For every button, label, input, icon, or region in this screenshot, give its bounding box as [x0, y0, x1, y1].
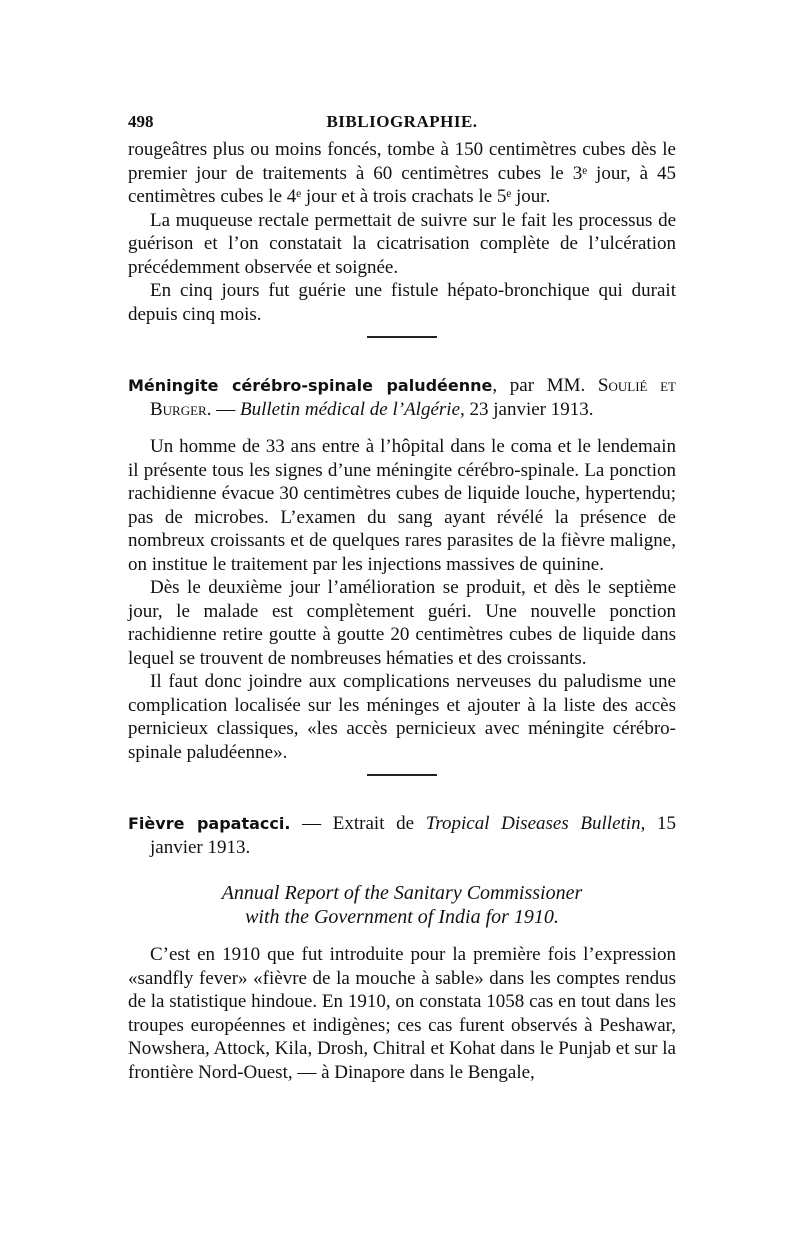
entry-2-dash: — Extrait de [290, 813, 426, 834]
running-title: BIBLIOGRAPHIE. [326, 112, 478, 131]
entry-2-subtitle [128, 881, 676, 929]
section-divider-2 [367, 774, 437, 776]
page-header [128, 112, 676, 138]
entry-1-paragraph-1: Un homme de 33 ans entre à l’hôpital dans le coma et le lendemain il présente tous les signes d’une méningite cérébro-spinale. La ponction rachidienne évacue 30 centimètres cubes de liquide louche, hypertendu; pas de microbes. L’examen du sang ayant révélé la présence de nombreux croissants et de quelques rares parasites de la fièvre maligne, on institue le traitement par les injections massives de quinine. [128, 436, 676, 575]
entry-2-journal: Tropical Diseases Bulletin, [425, 813, 646, 834]
entry-1-date: 23 janvier 1913. [464, 398, 594, 420]
entry-1-journal: Bulletin médical de l’Algérie, [239, 398, 465, 420]
entry-1-title: Méningite cérébro-spinale paludéenne [128, 376, 493, 395]
entry-1-paragraph-3: Il faut donc joindre aux complications nerveuses du paludisme une complication localisée sur les méninges et ajouter à la liste des accès pernicieux classiques, «les accès pernicieux avec méningite cérébro-spinale paludéenne». [128, 671, 676, 763]
entry-2-title: Fièvre papatacci. [128, 814, 291, 833]
intro-paragraph-2: La muqueuse rectale permettait de suivre sur le fait les processus de guérison et l’on constatait la cicatrisation complète de l’ulcération précédemment observée et soignée. [128, 209, 676, 278]
entry-2-subtitle-line-2: with the Government of India for 1910. [245, 906, 559, 928]
document-page [128, 112, 676, 1084]
intro-paragraph-3: En cinq jours fut guérie une fistule hépato-bronchique qui durait depuis cinq mois. [128, 280, 676, 325]
section-divider [367, 336, 437, 338]
entry-1-heading [128, 374, 676, 421]
entry-1-authors: Soulié et Burger. [150, 375, 676, 420]
intro-paragraph-1: rougeâtres plus ou moins foncés, tombe à 150 centimètres cubes dès le premier jour de traitements à 60 centimètres cubes le 3ᵉ jour, à 45 centimètres cubes le 4ᵉ jour et à trois crachats le 5ᵉ jour. [128, 139, 676, 207]
page-number: 498 [128, 112, 154, 131]
entry-1-paragraph-2: Dès le deuxième jour l’amélioration se produit, et dès le septième jour, le malade est complètement guéri. Une nouvelle ponction rachidienne retire goutte à goutte 20 centimètres cubes de liquide dans lequel se trouvent de nombreuses hématies et des croissants. [128, 577, 676, 669]
entry-2-subtitle-line-1: Annual Report of the Sanitary Commissioner [221, 882, 583, 904]
entry-2-date: 15 janvier 1913. [150, 813, 677, 858]
entry-2-heading [128, 812, 676, 859]
entry-2-paragraph-1: C’est en 1910 que fut introduite pour la première fois l’expression «sandfly fever» «fièvre de la mouche à sable» dans les comptes rendus de la statistique hindoue. En 1910, on constata 1058 cas en tout dans les troupes européennes et indigènes; ces cas furent observés à Peshawar, Nowshera, Attock, Kila, Drosh, Chitral et Kohat dans le Punjab et sur la frontière Nord-Ouest, — à Dinapore dans le Bengale, [128, 944, 676, 1083]
entry-1-by: , par MM. [492, 375, 598, 396]
entry-1-dash: — [211, 398, 240, 420]
